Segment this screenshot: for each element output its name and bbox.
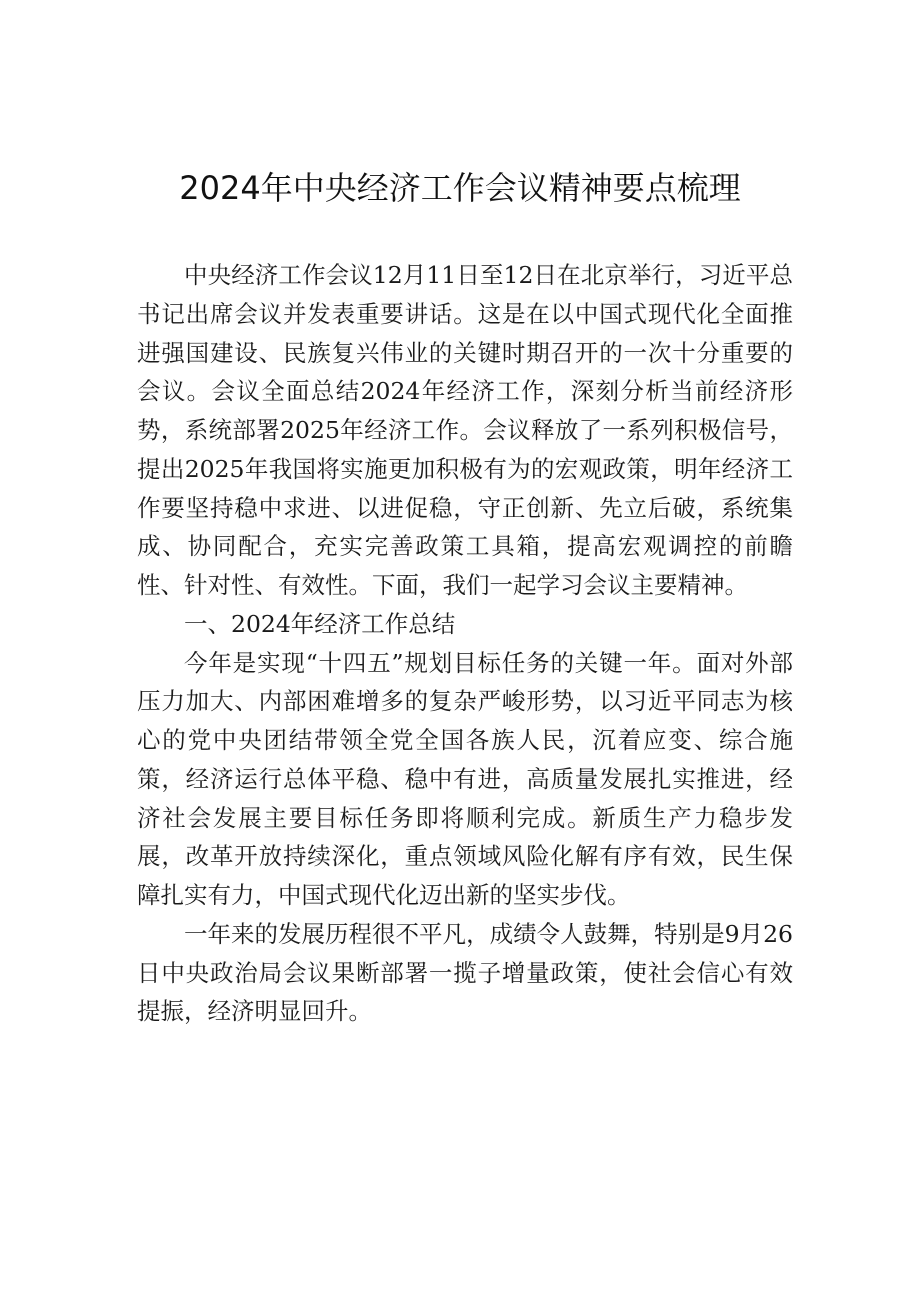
document-title: 2024年中央经济工作会议精神要点梳理 [179,169,741,207]
section-heading-1: 一、2024年经济工作总结 [184,609,456,638]
intro-paragraph: 中央经济工作会议12月11日至12日在北京举行，习近平总书记出席会议并发表重要讲话。这是在以中国式现代化全面推进强国建设、民族复兴伟业的关键时期召开的一次十分重要的会议。会议全面总结2024年经济工作，深刻分析当前经济形势，系统部署2025年经济工作。会议释放了一系列积极信号，提出2025年我国将实施更加积极有为的宏观政策，明年经济工作要坚持稳中求进、以进促稳，守正创新、先立后破，系统集成、协同配合，充实完善政策工具箱，提高宏观调控的前瞻性、针对性、有效性。下面，我们一起学习会议主要精神。 [137,261,793,599]
document-body [137,256,793,1031]
summary-paragraph: 今年是实现“十四五”规划目标任务的关键一年。面对外部压力加大、内部困难增多的复杂严峻形势，以习近平同志为核心的党中央团结带领全党全国各族人民，沉着应变、综合施策，经济运行总体平稳、稳中有进，高质量发展扎实推进，经济社会发展主要目标任务即将顺利完成。新质生产力稳步发展，改革开放持续深化，重点领域风险化解有序有效，民生保障扎实有力，中国式现代化迈出新的坚实步伐。 [137,648,793,909]
development-paragraph: 一年来的发展历程很不平凡，成绩令人鼓舞，特别是9月26日中央政治局会议果断部署一揽子增量政策，使社会信心有效提振，经济明显回升。 [137,919,793,1026]
